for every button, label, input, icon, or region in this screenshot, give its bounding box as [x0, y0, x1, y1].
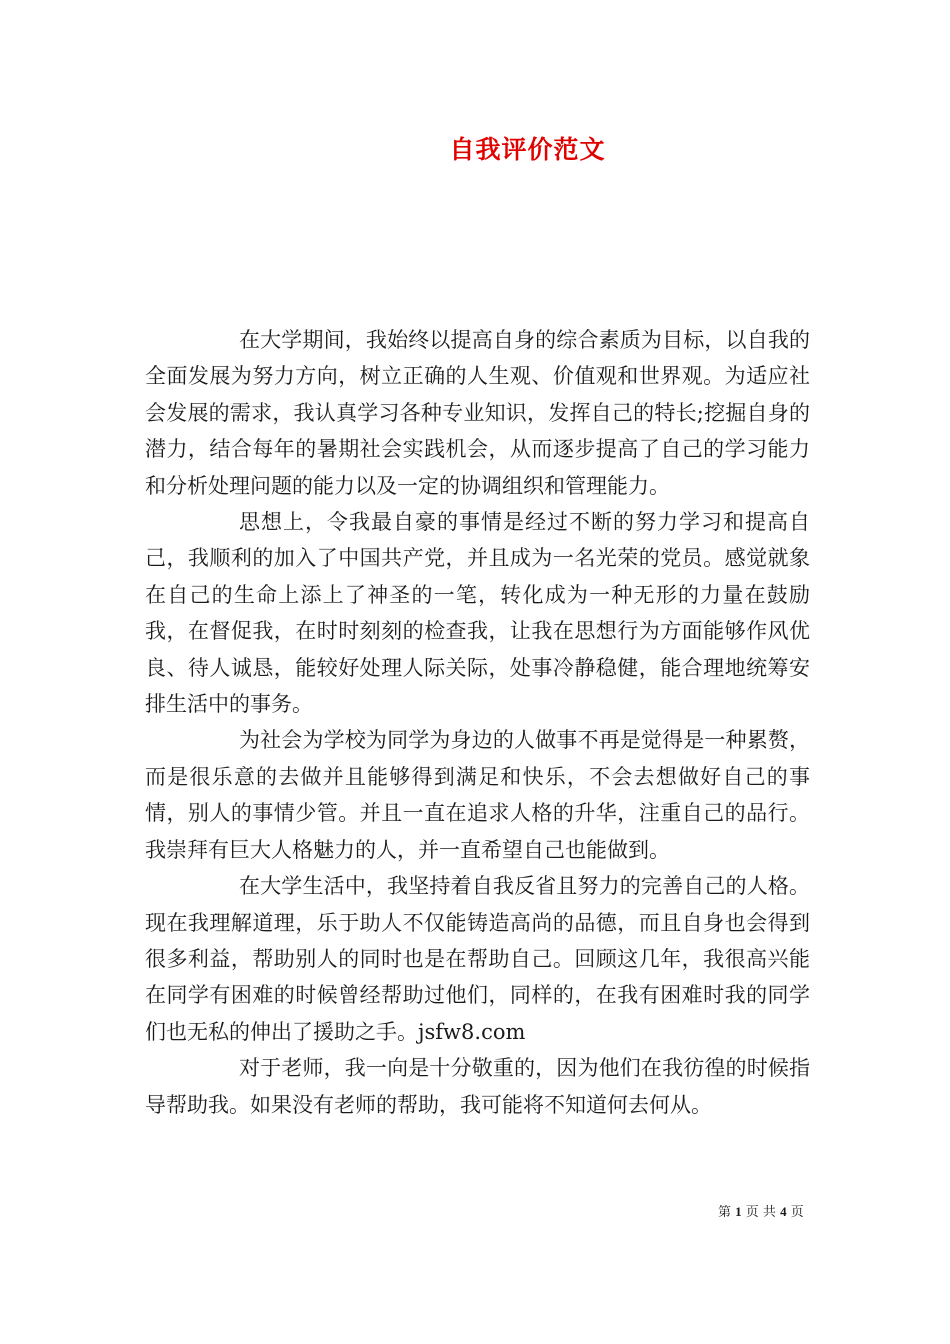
paragraph-3: 为社会为学校为同学为身边的人做事不再是觉得是一种累赘，而是很乐意的去做并且能够得到满足和快乐，不会去想做好自己的事情，别人的事情少管。并且一直在追求人格的升华，注重自己的品行。我崇拜有巨大人格魅力的人，并一直希望自己也能做到。 — [145, 728, 810, 862]
total-pages-number: 4 — [780, 1204, 787, 1219]
paragraph-2: 思想上，令我最自豪的事情是经过不断的努力学习和提高自己，我顺利的加入了中国共产党，并且成为一名光荣的党员。感觉就象在自己的生命上添上了神圣的一笔，转化成为一种无形的力量在鼓励我，在督促我，在时时刻刻的检查我，让我在思想行为方面能够作风优良、待人诚恳，能较好处理人际关际，处事冷静稳健，能合理地统筹安排生活中的事务。 — [145, 510, 810, 717]
footer-suffix: 页 — [790, 1205, 804, 1220]
page-footer — [718, 1203, 804, 1222]
footer-middle: 页 共 — [745, 1205, 776, 1220]
paragraph-4: 在大学生活中，我坚持着自我反省且努力的完善自己的人格。现在我理解道理，乐于助人不仅能铸造高尚的品德，而且自身也会得到很多利益，帮助别人的同时也是在帮助自己。回顾这几年，我很高兴能在同学有困难的时候曾经帮助过他们，同样的，在我有困难时我的同学们也无私的伸出了援助之手。jsfw8.com — [145, 874, 810, 1044]
page-title: 自我评价范文 — [449, 135, 606, 164]
paragraph-1: 在大学期间，我始终以提高自身的综合素质为目标，以自我的全面发展为努力方向，树立正确的人生观、价值观和世界观。为适应社会发展的需求，我认真学习各种专业知识，发挥自己的特长;挖掘自身的潜力，结合每年的暑期社会实践机会，从而逐步提高了自己的学习能力和分析处理问题的能力以及一定的协调组织和管理能力。 — [145, 328, 810, 498]
current-page-number: 1 — [735, 1204, 742, 1219]
document-body — [145, 322, 810, 1123]
paragraph-5: 对于老师，我一向是十分敬重的，因为他们在我彷徨的时候指导帮助我。如果没有老师的帮助，我可能将不知道何去何从。 — [145, 1056, 810, 1117]
footer-prefix: 第 — [718, 1205, 732, 1220]
